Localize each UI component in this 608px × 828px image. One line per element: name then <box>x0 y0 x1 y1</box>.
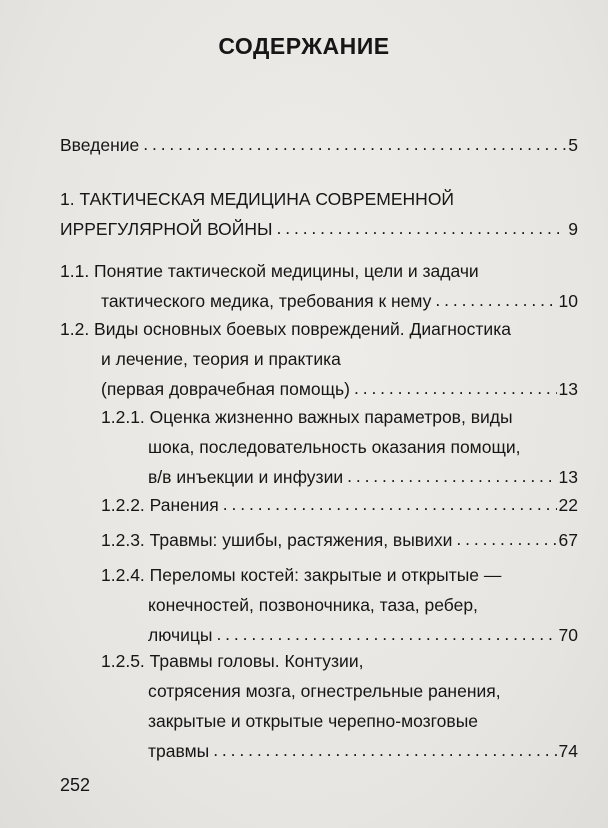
toc-entry-line: конечностей, позвоночника, таза, ребер, <box>148 595 478 615</box>
toc-entry-label: ИРРЕГУЛЯРНОЙ ВОЙНЫ <box>60 219 273 239</box>
toc-entry-1-2-4 <box>101 560 578 650</box>
toc-entry-1-2 <box>60 314 578 404</box>
toc-entry-1-2-2 <box>101 490 578 520</box>
dot-leader <box>354 373 557 403</box>
toc-entry-line: 1.2.5. Травмы головы. Контузии, <box>101 651 364 671</box>
toc-entry-line: 1.2.1. Оценка жизненно важных параметров, виды <box>101 407 513 427</box>
toc-entry-1-2-5 <box>101 646 578 766</box>
dot-leader <box>347 461 556 491</box>
toc-entry-1-2-3 <box>101 525 578 555</box>
toc-entry-line: закрытые и открытые черепно-мозговые <box>148 711 479 731</box>
toc-page-number: 5 <box>568 135 578 155</box>
toc-entry-line: шока, последовательность оказания помощи, <box>148 437 521 457</box>
toc-entry-label: травмы <box>148 741 210 761</box>
toc-entry-label: лючицы <box>148 625 213 645</box>
toc-entry-line: 1.1. Понятие тактической медицины, цели и задачи <box>60 261 479 281</box>
toc-page-number: 13 <box>558 379 578 399</box>
toc-entry-label: 1.2.3. Травмы: ушибы, растяжения, вывихи <box>101 530 453 550</box>
dot-leader <box>213 735 556 765</box>
toc-entry-line: 1.2. Виды основных боевых повреждений. Диагностика <box>60 319 511 339</box>
toc-page-number: 74 <box>558 741 578 761</box>
toc-entry-line: и лечение, теория и практика <box>101 349 341 369</box>
toc-entry-1-2-1 <box>101 402 578 492</box>
toc-page-number: 22 <box>558 495 578 515</box>
toc-entry-1-1 <box>60 256 578 316</box>
toc-entry-label: Введение <box>60 135 140 155</box>
toc-entry-label: в/в инъекции и инфузии <box>148 467 344 487</box>
dot-leader <box>216 619 556 649</box>
toc-page-number: 70 <box>558 625 578 645</box>
toc-entry-label: 1.2.2. Ранения <box>101 495 219 515</box>
dot-leader <box>277 213 567 243</box>
dot-leader <box>223 489 557 519</box>
toc-entry-line: 1.2.4. Переломы костей: закрытые и открытые — <box>101 565 502 585</box>
dot-leader <box>143 129 566 159</box>
toc-entry-introduction <box>60 130 578 160</box>
page-number-footer: 252 <box>60 775 91 795</box>
toc-entry-line: сотрясения мозга, огнестрельные ранения, <box>148 681 501 701</box>
dot-leader <box>456 524 556 554</box>
dot-leader <box>435 285 556 315</box>
toc-entry-label: тактического медика, требования к нему <box>101 291 432 311</box>
toc-page-number: 9 <box>568 219 578 239</box>
toc-page-number: 13 <box>558 467 578 487</box>
toc-entry-line: 1. ТАКТИЧЕСКАЯ МЕДИЦИНА СОВРЕМЕННОЙ <box>60 189 455 209</box>
toc-page-number: 67 <box>558 530 578 550</box>
toc-entry-label: (первая доврачебная помощь) <box>101 379 350 399</box>
page-title: СОДЕРЖАНИЕ <box>218 33 390 59</box>
toc-page-number: 10 <box>558 291 578 311</box>
toc-entry-chapter-1 <box>60 184 578 244</box>
